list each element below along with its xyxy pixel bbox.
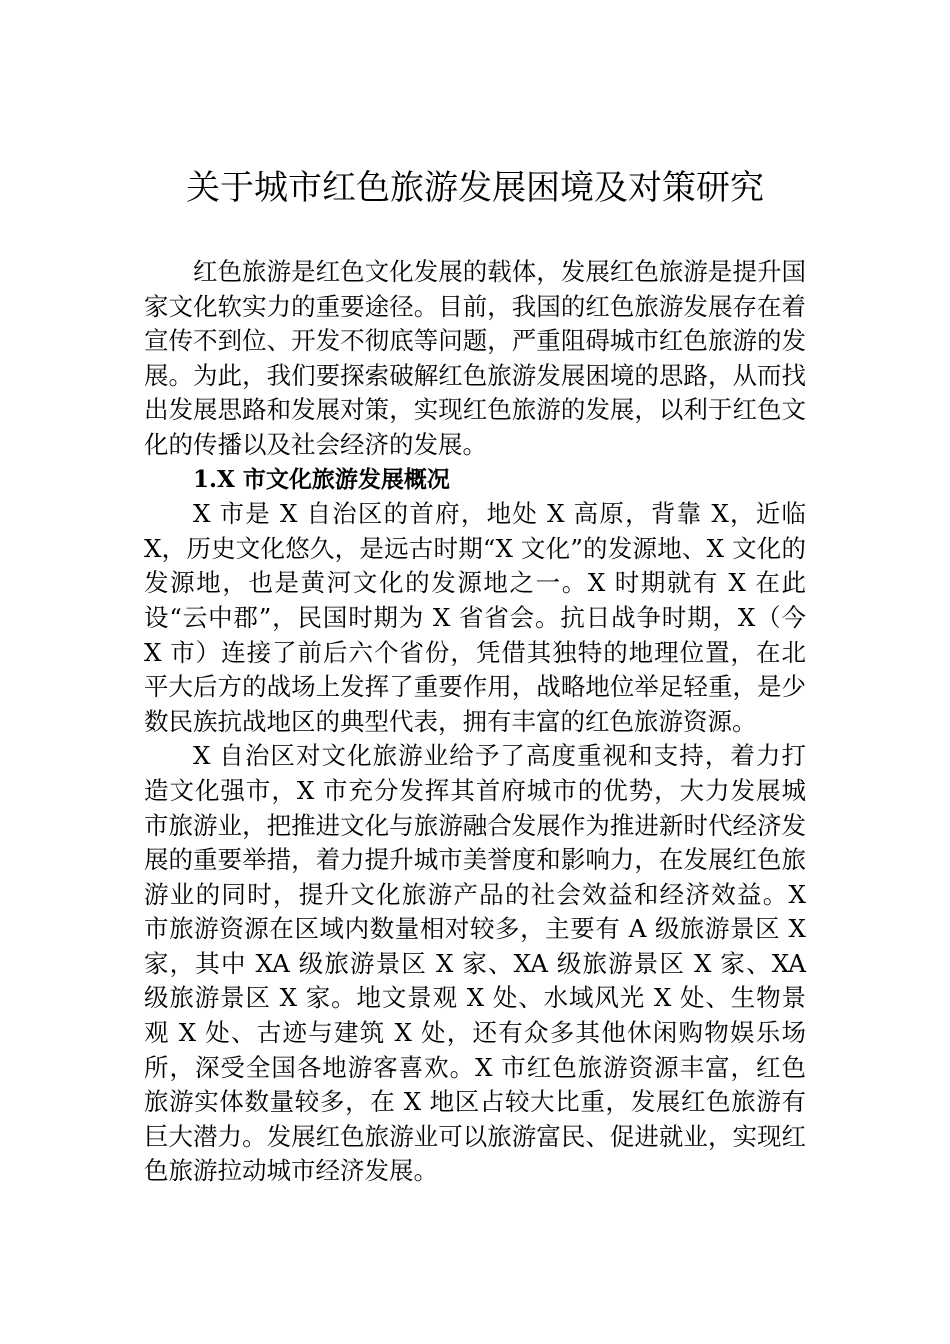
body-paragraph-1: X 市是 X 自治区的首府，地处 X 高原，背靠 X，近临 X，历史文化悠久，是远古时期“X 文化”的发源地、X 文化的发源地，也是黄河文化的发源地之一。X 时期就有 X 在此设“云中郡”，民国时期为 X 省省会。抗日战争时期，X（今 X 市）连接了前后六个省份，凭借其独特的地理位置，在北平大后方的战场上发挥了重要作用，战略地位举足轻重，是少数民族抗战地区的典型代表，拥有丰富的红色旅游资源。 — [144, 499, 806, 736]
document-body — [144, 255, 806, 1189]
document-title: 关于城市红色旅游发展困境及对策研究 — [186, 168, 764, 208]
section-heading: 1.X 市文化旅游发展概况 — [193, 465, 450, 493]
body-paragraph-2: X 自治区对文化旅游业给予了高度重视和支持，着力打造文化强市，X 市充分发挥其首府城市的优势，大力发展城市旅游业，把推进文化与旅游融合发展作为推进新时代经济发展的重要举措，着力提升城市美誉度和影响力，在发展红色旅游业的同时，提升文化旅游产品的社会效益和经济效益。X 市旅游资源在区域内数量相对较多，主要有 A 级旅游景区 X 家，其中 XA 级旅游景区 X 家、XA 级旅游景区 X 家、XA 级旅游景区 X 家。地文景观 X 处、水域风光 X 处、生物景观 X 处、古迹与建筑 X 处，还有众多其他休闲购物娱乐场所，深受全国各地游客喜欢。X 市红色旅游资源丰富，红色旅游实体数量较多，在 X 地区占较大比重，发展红色旅游有巨大潜力。发展红色旅游业可以旅游富民、促进就业，实现红色旅游拉动城市经济发展。 — [144, 741, 806, 1186]
intro-paragraph: 红色旅游是红色文化发展的载体，发展红色旅游是提升国家文化软实力的重要途径。目前，我国的红色旅游发展存在着宣传不到位、开发不彻底等问题，严重阻碍城市红色旅游的发展。为此，我们要探索破解红色旅游发展困境的思路，从而找出发展思路和发展对策，实现红色旅游的发展，以利于红色文化的传播以及社会经济的发展。 — [144, 257, 806, 459]
